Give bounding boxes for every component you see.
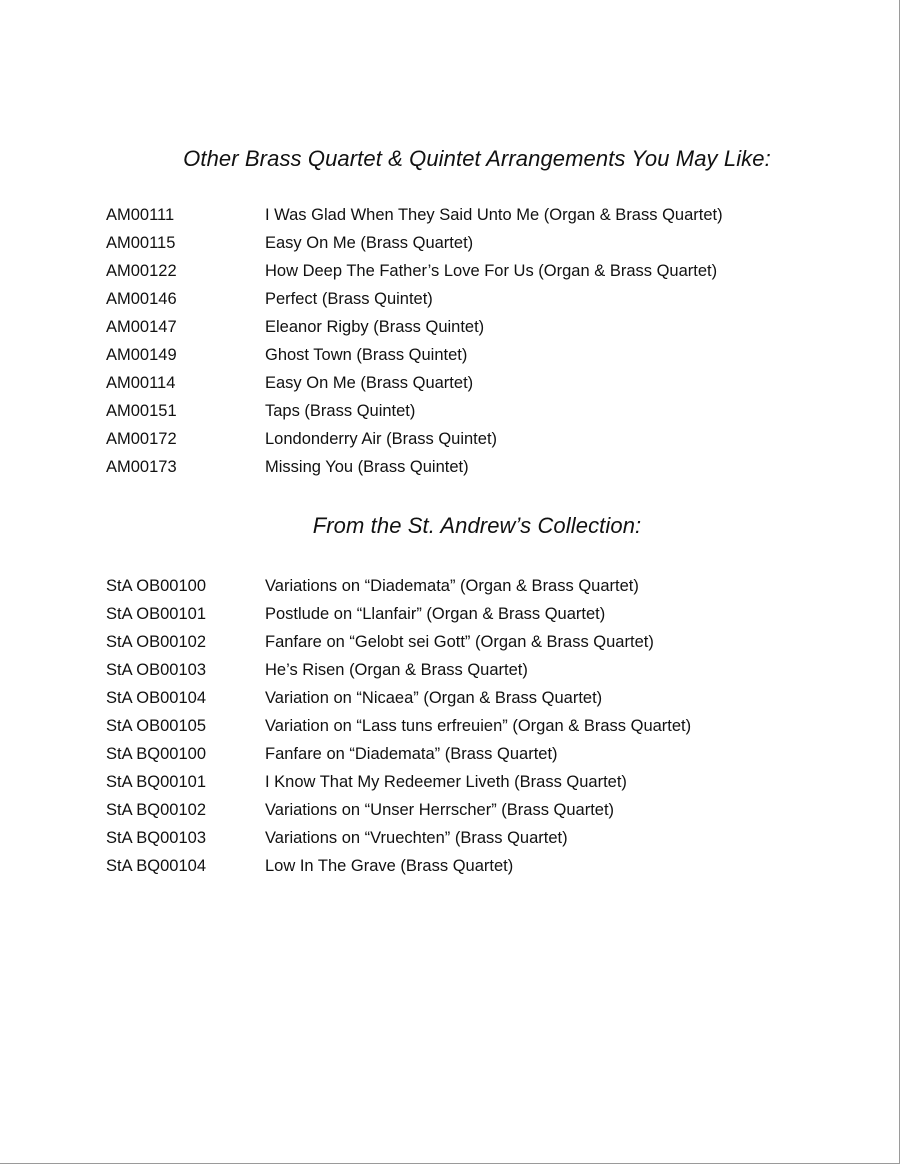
item-title: Perfect (Brass Quintet) xyxy=(265,290,433,308)
item-code: StA OB00100 xyxy=(106,577,206,595)
item-title: I Was Glad When They Said Unto Me (Organ & Brass Quartet) xyxy=(265,206,723,224)
item-title: Fanfare on “Gelobt sei Gott” (Organ & Brass Quartet) xyxy=(265,633,654,651)
item-code: AM00111 xyxy=(106,206,175,224)
item-code: StA BQ00103 xyxy=(106,829,206,847)
list-item xyxy=(106,684,691,712)
item-title: He’s Risen (Organ & Brass Quartet) xyxy=(265,661,528,679)
list-item xyxy=(106,572,691,600)
list-item xyxy=(106,313,723,341)
item-title: Variation on “Nicaea” (Organ & Brass Quartet) xyxy=(265,689,603,707)
list-item xyxy=(106,824,691,852)
list-item xyxy=(106,257,723,285)
item-code: StA BQ00101 xyxy=(106,773,206,791)
item-title: Variations on “Unser Herrscher” (Brass Quartet) xyxy=(265,801,615,819)
item-title: Easy On Me (Brass Quartet) xyxy=(265,374,474,392)
list-item xyxy=(106,600,691,628)
item-code: StA OB00101 xyxy=(106,605,206,623)
section-heading-other-arrangements: Other Brass Quartet & Quintet Arrangements You May Like: xyxy=(183,146,771,171)
list-item xyxy=(106,397,723,425)
item-code: AM00151 xyxy=(106,402,177,420)
item-code: AM00115 xyxy=(106,234,176,252)
list-item xyxy=(106,656,691,684)
list-item xyxy=(106,453,723,481)
item-title: Eleanor Rigby (Brass Quintet) xyxy=(265,318,485,336)
item-title: Postlude on “Llanfair” (Organ & Brass Quartet) xyxy=(265,605,606,623)
item-code: StA BQ00104 xyxy=(106,857,206,875)
list-item xyxy=(106,768,691,796)
item-code: StA OB00103 xyxy=(106,661,206,679)
item-title: Londonderry Air (Brass Quintet) xyxy=(265,430,498,448)
item-code: StA BQ00100 xyxy=(106,745,206,763)
section-heading-st-andrews-collection: From the St. Andrew’s Collection: xyxy=(312,513,642,538)
item-title: How Deep The Father’s Love For Us (Organ & Brass Quartet) xyxy=(265,262,718,280)
list-item xyxy=(106,796,691,824)
item-code: AM00122 xyxy=(106,262,177,280)
item-code: AM00173 xyxy=(106,458,177,476)
item-title: I Know That My Redeemer Liveth (Brass Quartet) xyxy=(265,773,627,791)
list-item xyxy=(106,628,691,656)
list-item xyxy=(106,369,723,397)
item-code: AM00147 xyxy=(106,318,177,336)
item-code: StA OB00102 xyxy=(106,633,206,651)
item-title: Low In The Grave (Brass Quartet) xyxy=(265,857,514,875)
item-title: Variation on “Lass tuns erfreuien” (Organ & Brass Quartet) xyxy=(265,717,692,735)
item-title: Fanfare on “Diademata” (Brass Quartet) xyxy=(265,745,558,763)
list-item xyxy=(106,285,723,313)
item-code: StA OB00104 xyxy=(106,689,206,707)
st-andrews-list xyxy=(106,572,691,880)
list-item xyxy=(106,341,723,369)
item-code: AM00114 xyxy=(106,374,176,392)
item-code: StA BQ00102 xyxy=(106,801,206,819)
list-item xyxy=(106,229,723,257)
arrangements-list xyxy=(106,201,723,481)
list-item xyxy=(106,740,691,768)
list-item xyxy=(106,852,691,880)
item-title: Variations on “Diademata” (Organ & Brass Quartet) xyxy=(265,577,639,595)
item-code: AM00149 xyxy=(106,346,177,364)
item-title: Ghost Town (Brass Quintet) xyxy=(265,346,468,364)
item-title: Taps (Brass Quintet) xyxy=(265,402,416,420)
item-title: Variations on “Vruechten” (Brass Quartet) xyxy=(265,829,568,847)
item-code: AM00172 xyxy=(106,430,177,448)
item-code: StA OB00105 xyxy=(106,717,206,735)
list-item xyxy=(106,425,723,453)
list-item xyxy=(106,712,691,740)
item-title: Easy On Me (Brass Quartet) xyxy=(265,234,474,252)
item-title: Missing You (Brass Quintet) xyxy=(265,458,469,476)
item-code: AM00146 xyxy=(106,290,177,308)
list-item xyxy=(106,201,723,229)
